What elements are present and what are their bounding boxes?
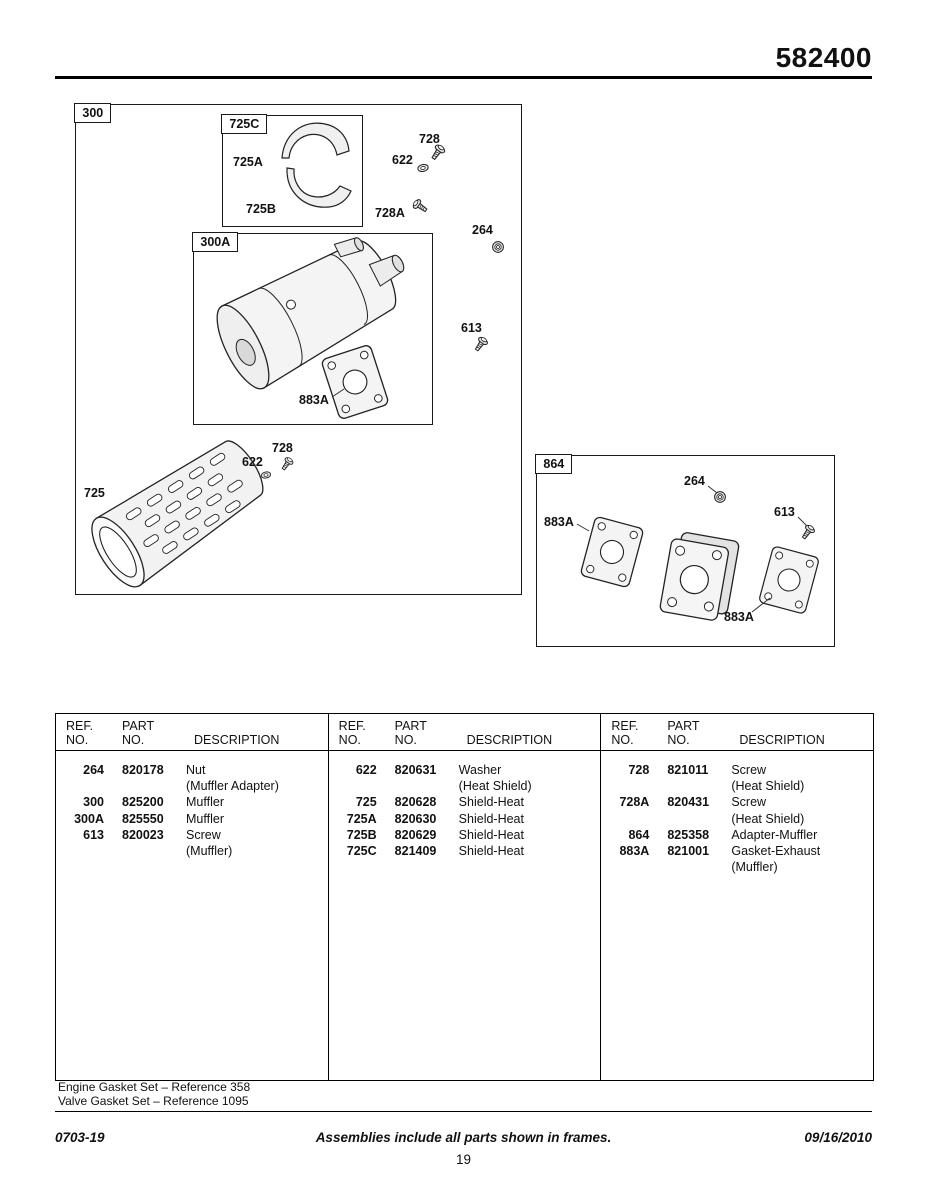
- frame-725C-label: 725C: [221, 114, 267, 134]
- description-cell: Washer (Heat Shield): [458, 763, 532, 794]
- footer-rule: [55, 1111, 872, 1112]
- ref-no-cell: 725: [355, 795, 377, 810]
- frame-300A-label: 300A: [192, 232, 238, 252]
- table-row: [601, 794, 873, 826]
- description-cell: Shield-Heat: [458, 844, 524, 859]
- description-header: DESCRIPTION: [466, 733, 553, 747]
- screw-728-lower-icon: [280, 456, 295, 472]
- screw-613-864-icon: [800, 524, 816, 541]
- table-row: [601, 827, 873, 843]
- table-row: [329, 843, 601, 859]
- description-cell: Shield-Heat: [458, 795, 524, 810]
- part-label-725: 725: [84, 486, 105, 500]
- part-no-cell: 825200: [122, 795, 164, 810]
- muffler-drawing: [205, 221, 425, 396]
- screw-613-icon: [473, 336, 489, 353]
- description-cell: Shield-Heat: [458, 811, 524, 826]
- frame-864-label: 864: [535, 454, 572, 474]
- adapter-drawing: [659, 530, 739, 622]
- description-cell: Adapter-Muffler: [731, 827, 818, 842]
- part-no-cell: 820630: [394, 811, 437, 826]
- page-number: 19: [455, 1152, 472, 1167]
- part-label-728A: 728A: [375, 206, 405, 220]
- ref-no-cell: 300A: [74, 811, 104, 826]
- ref-no-header: REF. NO.: [338, 719, 366, 747]
- part-no-cell: 820631: [394, 763, 437, 777]
- gasket-drawing-muffler: [321, 344, 389, 419]
- footer-date: 09/16/2010: [804, 1130, 872, 1145]
- ref-no-cell: 622: [355, 763, 377, 777]
- part-label-613: 613: [461, 321, 482, 335]
- table-row: [329, 811, 601, 827]
- table-header: [56, 714, 328, 751]
- part-no-header: PART NO.: [394, 719, 427, 747]
- note-engine-gasket: Engine Gasket Set – Reference 358: [58, 1080, 251, 1094]
- ref-no-cell: 725C: [346, 844, 377, 859]
- ref-no-cell: 883A: [619, 844, 650, 859]
- part-no-cell: 821011: [667, 763, 709, 777]
- washer-622-lower-icon: [261, 471, 271, 479]
- frame-300-label: 300: [74, 103, 111, 123]
- table-row: [56, 811, 328, 827]
- part-label-728: 728: [419, 132, 440, 146]
- part-label-622: 622: [392, 153, 413, 167]
- note-valve-gasket: Valve Gasket Set – Reference 1095: [58, 1093, 249, 1108]
- table-body: [601, 751, 873, 875]
- description-cell: Screw (Muffler): [186, 827, 233, 859]
- part-no-cell: 825550: [122, 811, 164, 826]
- table-column-2: [329, 714, 602, 1080]
- part-no-cell: 820629: [394, 827, 437, 842]
- screw-728A-icon: [412, 198, 429, 214]
- table-row: [329, 827, 601, 843]
- ref-no-header: REF. NO.: [66, 719, 94, 747]
- ref-no-header: REF. NO.: [611, 719, 639, 747]
- description-cell: Nut (Muffler Adapter): [186, 763, 279, 794]
- nut-264-864-icon: [715, 492, 726, 503]
- model-number: 582400: [775, 42, 872, 73]
- part-label-883A-864-bottom: 883A: [724, 610, 754, 624]
- table-column-1: [56, 714, 329, 1080]
- ref-no-cell: 728: [628, 763, 650, 777]
- table-row: [329, 762, 601, 794]
- table-column-3: [601, 714, 873, 1080]
- part-no-cell: 821001: [667, 844, 710, 859]
- description-cell: Screw (Heat Shield): [731, 795, 805, 826]
- table-row: [329, 794, 601, 810]
- table-header: [601, 714, 873, 751]
- table-row: [56, 794, 328, 810]
- footer-note: Assemblies include all parts shown in frames.: [315, 1130, 612, 1145]
- part-no-cell: 820431: [667, 795, 710, 810]
- parts-table: [55, 713, 874, 1081]
- part-label-883A-864-left: 883A: [544, 515, 574, 529]
- leader-lines: [332, 389, 807, 612]
- part-label-264-864: 264: [684, 474, 705, 488]
- ref-no-cell: 613: [83, 827, 104, 842]
- table-header: [329, 714, 601, 751]
- part-label-264: 264: [472, 223, 493, 237]
- part-no-cell: 820628: [394, 795, 437, 810]
- part-label-728-lower: 728: [272, 441, 293, 455]
- ref-no-cell: 728A: [619, 795, 650, 810]
- description-header: DESCRIPTION: [194, 733, 280, 747]
- table-body: [56, 751, 328, 859]
- part-no-cell: 821409: [394, 844, 437, 859]
- description-cell: Gasket-Exhaust (Muffler): [731, 844, 821, 875]
- table-row: [56, 827, 328, 859]
- ref-no-cell: 300: [83, 795, 104, 810]
- ref-no-cell: 725B: [346, 827, 377, 842]
- shield-halves-drawing: [282, 123, 351, 207]
- description-cell: Screw (Heat Shield): [731, 763, 805, 794]
- description-cell: Muffler: [186, 795, 224, 810]
- washer-622-icon: [417, 164, 429, 173]
- part-label-725A: 725A: [233, 155, 263, 169]
- table-body: [329, 751, 601, 859]
- table-row: [601, 843, 873, 875]
- part-no-cell: 820023: [122, 827, 164, 842]
- part-no-header: PART NO.: [122, 719, 155, 747]
- gasket-883A-left-drawing: [580, 516, 644, 588]
- part-no-cell: 825358: [667, 827, 710, 842]
- part-label-613-864: 613: [774, 505, 795, 519]
- part-no-cell: 820178: [122, 763, 164, 777]
- description-cell: Shield-Heat: [458, 827, 524, 842]
- ref-no-cell: 264: [83, 763, 104, 777]
- footer: [55, 1130, 872, 1145]
- gasket-notes: [58, 1081, 250, 1108]
- footer-doc-number: 0703-19: [55, 1130, 105, 1145]
- gasket-883A-right-drawing: [759, 546, 820, 614]
- part-label-883A: 883A: [299, 393, 329, 407]
- description-header: DESCRIPTION: [739, 733, 825, 747]
- ref-no-cell: 725A: [346, 811, 377, 826]
- ref-no-cell: 864: [628, 827, 650, 842]
- table-row: [56, 762, 328, 794]
- nut-264-icon: [493, 242, 504, 253]
- part-label-725B: 725B: [246, 202, 276, 216]
- description-cell: Muffler: [186, 811, 224, 826]
- part-no-header: PART NO.: [667, 719, 700, 747]
- part-label-622-lower: 622: [242, 455, 263, 469]
- table-row: [601, 762, 873, 794]
